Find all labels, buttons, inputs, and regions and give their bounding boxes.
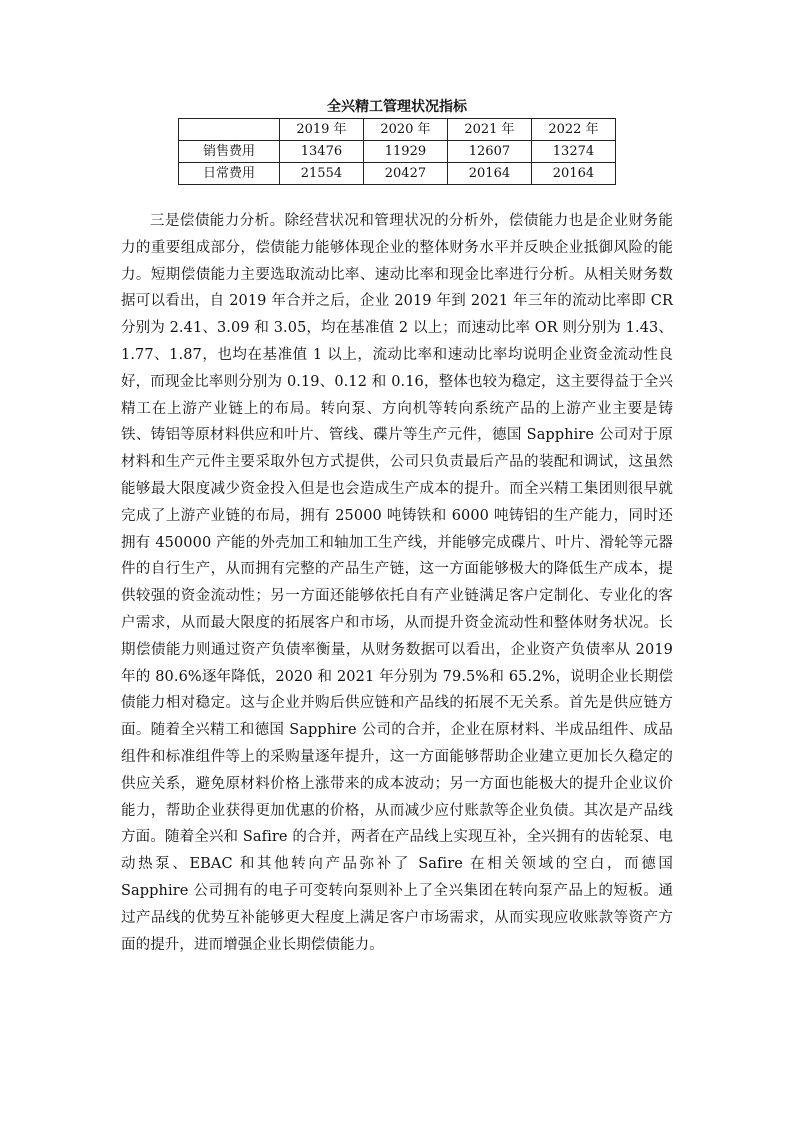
table-row xyxy=(179,141,616,163)
table-cell: 13476 xyxy=(279,141,363,163)
table-cell: 21554 xyxy=(279,163,363,185)
table-header-row xyxy=(179,119,616,141)
table-row xyxy=(179,163,616,185)
table-header-cell xyxy=(179,119,280,141)
table-cell: 20427 xyxy=(363,163,447,185)
table-cell: 13274 xyxy=(531,141,615,163)
table-header-cell: 2021 年 xyxy=(447,119,531,141)
table-title: 全兴精工管理状况指标 xyxy=(327,99,467,115)
table-cell: 12607 xyxy=(447,141,531,163)
table-header-cell: 2019 年 xyxy=(279,119,363,141)
table-cell: 11929 xyxy=(363,141,447,163)
metrics-table xyxy=(178,118,616,185)
table-header-cell: 2020 年 xyxy=(363,119,447,141)
row-label: 日常费用 xyxy=(179,163,280,185)
table-cell: 20164 xyxy=(531,163,615,185)
row-label: 销售费用 xyxy=(179,141,280,163)
body-paragraph: 三是偿债能力分析。除经营状况和管理状况的分析外，偿债能力也是企业财务能力的重要组成部分，偿债能力能够体现企业的整体财务水平并反映企业抵御风险的能力。短期偿债能力主要选取流动比率、速动比率和现金比率进行分析。从相关财务数据可以看出，自 2019 年合并之后，企业 2019 年到 2021 年三年的流动比率即 CR 分别为 2.41、3.09 和 3.05，均在基准值 2 以上；而速动比率 OR 则分别为 1.43、1.77、1.87，也均在基准值 1 以上，流动比率和速动比率均说明企业资金流动性良好，而现金比率则分别为 0.19、0.12 和 0.16，整体也较为稳定，这主要得益于全兴精工在上游产业链上的布局。转向泵、方向机等转向系统产品的上游产业主要是铸铁、铸铝等原材料供应和叶片、管线、碟片等生产元件，德国 Sapphire 公司对于原材料和生产元件主要采取外包方式提供，公司只负责最后产品的装配和调试，这虽然能够最大限度减少资金投入但是也会造成生产成本的提升。而全兴精工集团则很早就完成了上游产业链的布局，拥有 25000 吨铸铁和 6000 吨铸铝的生产能力，同时还拥有 450000 产能的外壳加工和轴加工生产线，并能够完成碟片、叶片、滑轮等元器件的自行生产，从而拥有完整的产品生产链，这一方面能够极大的降低生产成本，提供较强的资金流动性；另一方面还能够依托自有产业链满足客户定制化、专业化的客户需求，从而最大限度的拓展客户和市场，从而提升资金流动性和整体财务状况。长期偿债能力则通过资产负债率衡量，从财务数据可以看出，企业资产负债率从 2019 年的 80.6%逐年降低，2020 和 2021 年分别为 79.5%和 65.2%，说明企业长期偿债能力相对稳定。这与企业并购后供应链和产品线的拓展不无关系。首先是供应链方面。随着全兴精工和德国 Sapphire 公司的合并，企业在原材料、半成品组件、成品组件和标准组件等上的采购量逐年提升，这一方面能够帮助企业建立更加长久稳定的供应关系，避免原材料价格上涨带来的成本波动；另一方面也能极大的提升企业议价能力，帮助企业获得更加优惠的价格，从而减少应付账款等企业负债。其次是产品线方面。随着全兴和 Safire 的合并，两者在产品线上实现互补，全兴拥有的齿轮泵、电动热泵、EBAC 和其他转向产品弥补了 Safire 在相关领域的空白，而德国 Sapphire 公司拥有的电子可变转向泵则补上了全兴集团在转向泵产品上的短板。通过产品线的优势互补能够更大程度上满足客户市场需求，从而实现应收账款等资产方面的提升，进而增强企业长期偿债能力。 xyxy=(121,213,673,953)
table-header-cell: 2022 年 xyxy=(531,119,615,141)
table-cell: 20164 xyxy=(447,163,531,185)
